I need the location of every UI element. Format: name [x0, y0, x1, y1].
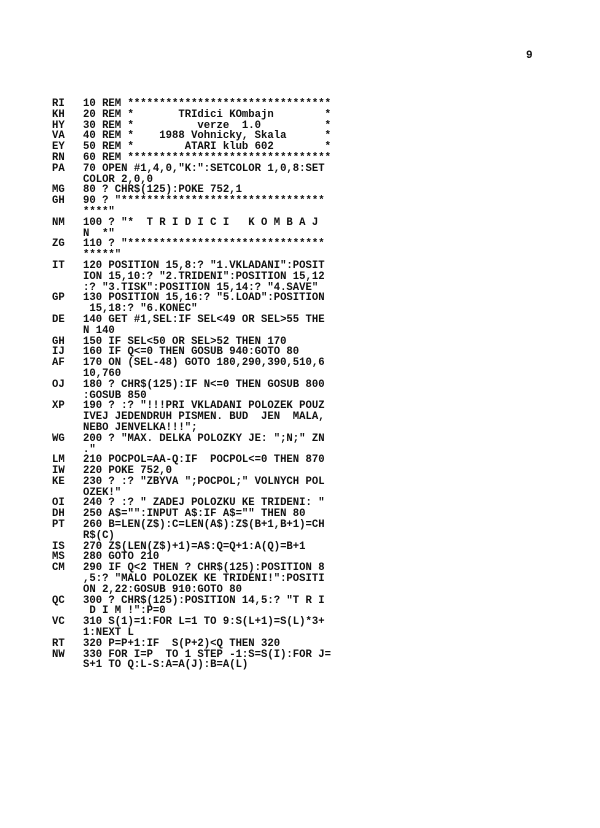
code-line [52, 164, 572, 186]
line-checksum: IW [52, 465, 65, 478]
line-code: 200 ? "MAX. DELKA POLOZKY JE: ";N;" ZN ." [83, 432, 325, 456]
line-checksum: DE [52, 313, 65, 326]
line-checksum: GP [52, 292, 65, 305]
line-checksum: VA [52, 130, 65, 143]
line-checksum: RI [52, 98, 65, 110]
line-code: 290 IF Q<2 THEN ? CHR$(125):POSITION 8 ,5:? "MALO POLOZEK KE TRIDENI!":POSITI ON 2,22:GOSUB 910:GOTO 80 [83, 562, 325, 596]
code-line [52, 434, 572, 456]
code-line [52, 380, 572, 402]
line-checksum: GH [52, 195, 65, 208]
line-code: 220 POKE 752,0 [83, 465, 173, 478]
line-code: 50 REM * ATARI klub 602 * [83, 141, 331, 154]
line-code: 180 ? CHR$(125):IF N<=0 THEN GOSUB 800 :GOSUB 850 [83, 378, 325, 402]
code-line [52, 261, 572, 293]
line-code: 320 P=P+1:IF S(P+2)<Q THEN 320 [83, 637, 281, 650]
line-checksum: MS [52, 551, 65, 564]
line-checksum: RN [52, 151, 65, 164]
line-checksum: OJ [52, 378, 65, 391]
line-checksum: NW [52, 648, 65, 661]
line-code: 140 GET #1,SEL:IF SEL<49 OR SEL>55 THE N 140 [83, 313, 325, 337]
line-code: 60 REM ******************************** [83, 151, 331, 164]
line-code: 150 IF SEL<50 OR SEL>52 THEN 170 [83, 335, 287, 348]
line-code: 230 ? :? "ZBYVA ";POCPOL;" VOLNYCH POL OZEK!" [83, 475, 325, 499]
line-checksum: NM [52, 216, 65, 229]
line-code: 270 Z$(LEN(Z$)+1)=A$:Q=Q+1:A(Q)=B+1 [83, 540, 306, 553]
line-code: 80 ? CHR$(125):POKE 752,1 [83, 184, 242, 197]
line-checksum: DH [52, 508, 65, 521]
line-code: 120 POSITION 15,8:? "1.VKLADANI":POSIT ION 15,10:? "2.TRIDENI":POSITION 15,12 :? "3.TISK":POSITION 15,14:? "4.SAVE" [83, 259, 325, 294]
line-code: 250 A$="":INPUT A$:IF A$="" THEN 80 [83, 508, 306, 521]
code-line [52, 401, 572, 433]
line-checksum: RT [52, 637, 65, 650]
line-code: 330 FOR I=P TO 1 STEP -1:S=S(I):FOR J= S+1 TO Q:L-S:A=A(J):B=A(L) [83, 648, 331, 672]
code-line [52, 218, 572, 240]
line-code: 260 B=LEN(Z$):C=LEN(A$):Z$(B+1,B+1)=CH R$(C) [83, 519, 325, 542]
code-line [52, 520, 572, 542]
line-code: 160 IF Q<=0 THEN GOSUB 940:GOTO 80 [83, 346, 300, 359]
line-checksum: ZG [52, 238, 65, 251]
code-line [52, 596, 572, 618]
line-code: 10 REM ******************************** [83, 98, 331, 110]
line-checksum: QC [52, 594, 65, 607]
line-checksum: EY [52, 141, 65, 154]
code-line [52, 358, 572, 380]
line-code: 210 POCPOL=AA-Q:IF POCPOL<=0 THEN 870 [83, 454, 325, 467]
line-checksum: LM [52, 454, 65, 467]
line-code: 90 ? "******************************** ****" [83, 195, 325, 218]
line-checksum: CM [52, 562, 65, 575]
line-code: 190 ? :? "!!!PRI VKLADANI POLOZEK POUZ IVEJ JEDENDRUH PISMEN. BUD JEN MALA, NEBO JENVELKA!!!"; [83, 400, 325, 434]
line-code: 70 OPEN #1,4,0,"K:":SETCOLOR 1,0,8:SET COLOR 2,0,0 [83, 162, 325, 186]
line-checksum: XP [52, 400, 65, 413]
page-number: 9 [526, 50, 533, 62]
line-code: 20 REM * TRIdici KOmbajn * [83, 108, 331, 121]
line-checksum: IT [52, 259, 65, 272]
line-code: 170 ON (SEL-48) GOTO 180,290,390,510,6 10,760 [83, 357, 325, 380]
basic-program-listing [52, 99, 572, 671]
line-checksum: IJ [52, 346, 65, 359]
line-checksum: IS [52, 540, 65, 553]
line-code: 240 ? :? " ZADEJ POLOZKU KE TRIDENI: " [83, 497, 325, 510]
code-line [52, 477, 572, 499]
code-line [52, 617, 572, 639]
line-code: 300 ? CHR$(125):POSITION 14,5:? "T R I D I M !":P=0 [83, 594, 325, 618]
line-code: 280 GOTO 210 [83, 551, 160, 564]
code-line [52, 196, 572, 218]
code-line [52, 293, 572, 315]
line-checksum: WG [52, 432, 65, 445]
code-line [52, 650, 572, 672]
line-code: 40 REM * 1988 Vohnicky, Skala * [83, 130, 331, 143]
line-checksum: KH [52, 108, 65, 121]
code-line [52, 315, 572, 337]
code-line [52, 239, 572, 261]
line-checksum: HY [52, 119, 65, 132]
line-checksum: PA [52, 162, 65, 175]
line-checksum: AF [52, 357, 65, 370]
line-checksum: GH [52, 335, 65, 348]
code-line [52, 563, 572, 595]
line-checksum: VC [52, 616, 65, 629]
line-checksum: PT [52, 519, 65, 532]
line-checksum: MG [52, 184, 65, 197]
code-line [52, 110, 572, 121]
line-code: 110 ? "******************************* *****" [83, 238, 325, 262]
line-checksum: OI [52, 497, 65, 510]
line-checksum: KE [52, 475, 65, 488]
line-code: 310 S(1)=1:FOR L=1 TO 9:S(L+1)=S(L)*3+ 1:NEXT L [83, 616, 325, 640]
line-code: 130 POSITION 15,16:? "5.LOAD":POSITION 15,18:? "6.KONEC" [83, 292, 325, 316]
line-code: 30 REM * verze 1.0 * [83, 119, 331, 132]
line-code: 100 ? "* T R I D I C I K O M B A J N *" [83, 216, 319, 240]
